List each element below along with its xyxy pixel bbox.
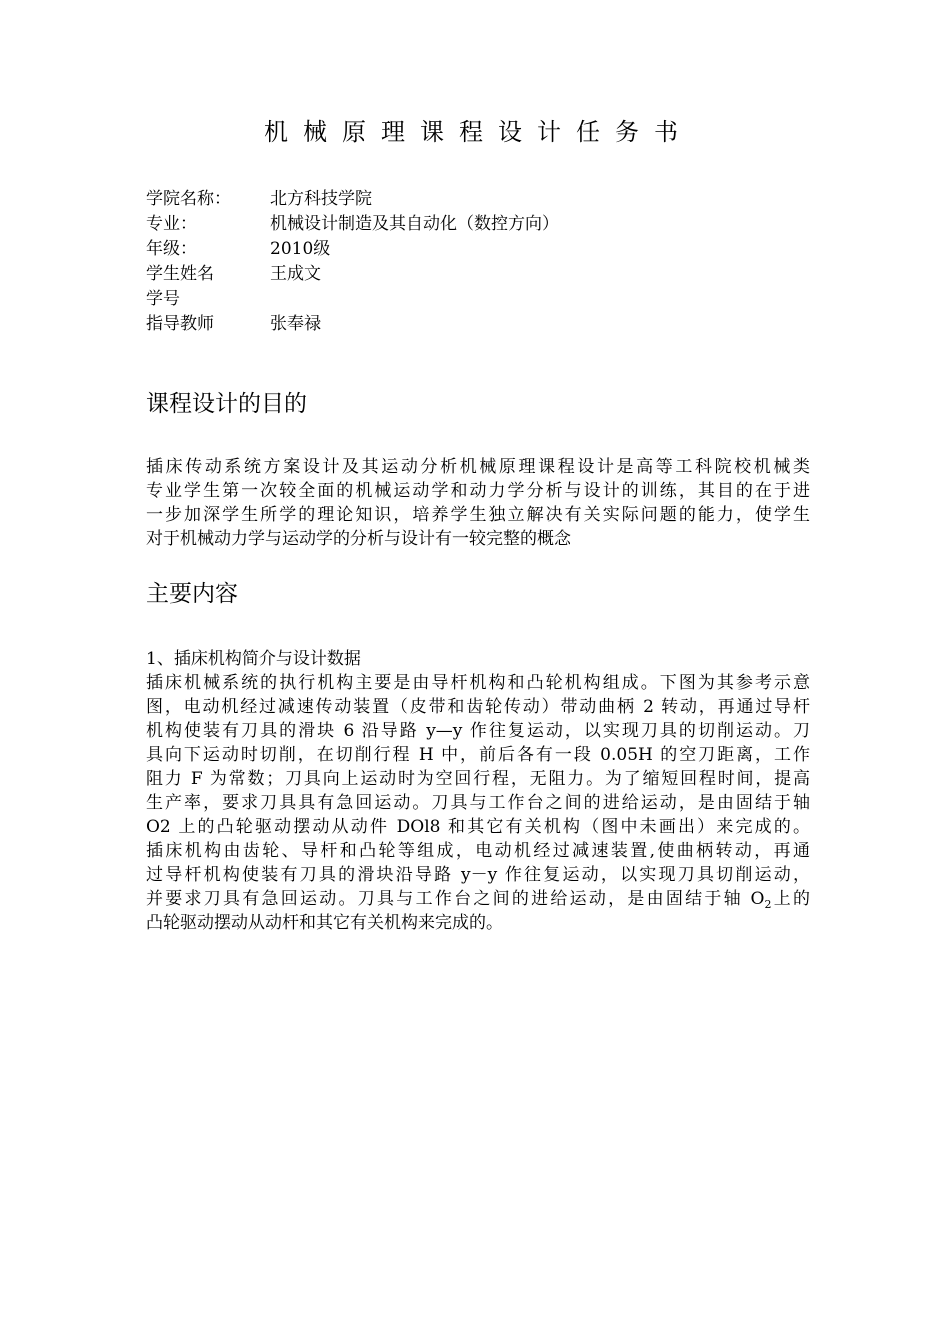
- info-value: 机械设计制造及其自动化（数控方向）: [270, 214, 559, 234]
- student-info-table: [146, 187, 559, 337]
- paragraph-line: 阻力 F 为常数；刀具向上运动时为空回行程，无阻力。为了缩短回程时间，提高: [146, 769, 810, 789]
- paragraph-line: 机构使装有刀具的滑块 6 沿导路 y—y 作往复运动，以实现刀具的切削运动。刀: [146, 721, 810, 741]
- paragraph-line: 图，电动机经过减速传动装置（皮带和齿轮传动）带动曲柄 2 转动，再通过导杆: [146, 697, 810, 717]
- info-label: 专业：: [146, 214, 197, 234]
- info-value: 王成文: [270, 264, 321, 284]
- info-label: 年级：: [146, 239, 197, 259]
- paragraph-line: 具向下运动时切削，在切削行程 H 中，前后各有一段 0.05H 的空刀距离，工作: [146, 745, 810, 765]
- section-heading-content: 主要内容: [146, 581, 238, 607]
- info-value: 张奉禄: [270, 314, 321, 334]
- document-title: 机械原理课程设计任务书: [264, 118, 693, 146]
- info-label: 指导教师: [146, 314, 214, 334]
- line-text: 上的: [771, 889, 811, 909]
- paragraph-line: 生产率，要求刀具具有急回运动。刀具与工作台之间的进给运动，是由固结于轴: [146, 793, 810, 813]
- purpose-paragraph: [146, 455, 810, 551]
- paragraph-line: 专业学生第一次较全面的机械运动学和动力学分析与设计的训练，其目的在于进: [146, 481, 810, 501]
- paragraph-line: O2 上的凸轮驱动摆动从动件 DOl8 和其它有关机构（图中未画出）来完成的。: [146, 817, 810, 837]
- info-row-student-id: [146, 287, 559, 312]
- info-value: 2010级: [270, 239, 331, 259]
- info-row-grade: [146, 237, 559, 262]
- paragraph-line: 插床机构由齿轮、导杆和凸轮等组成，电动机经过减速装置,使曲柄转动，再通: [146, 841, 810, 861]
- info-row-student-name: [146, 262, 559, 287]
- info-label: 学号: [146, 289, 180, 309]
- info-value: 北方科技学院: [270, 189, 372, 209]
- section-heading-purpose: 课程设计的目的: [146, 391, 307, 417]
- paragraph-line: 插床传动系统方案设计及其运动分析机械原理课程设计是高等工科院校机械类: [146, 457, 810, 477]
- content-paragraph: [146, 671, 810, 935]
- subscript: 2: [764, 898, 772, 911]
- paragraph-line: 一步加深学生所学的理论知识，培养学生独立解决有关实际问题的能力，使学生: [146, 505, 810, 525]
- info-row-major: [146, 212, 559, 237]
- info-row-college: [146, 187, 559, 212]
- paragraph-line-with-subscript: [146, 887, 810, 911]
- paragraph-line: 过导杆机构使装有刀具的滑块沿导路 y－y 作往复运动，以实现刀具切削运动，: [146, 865, 810, 885]
- paragraph-line: 凸轮驱动摆动从动杆和其它有关机构来完成的。: [146, 913, 503, 933]
- content-subheading: 1、插床机构简介与设计数据: [146, 649, 361, 669]
- line-text: 并要求刀具有急回运动。刀具与工作台之间的进给运动，是由固结于轴 O: [146, 889, 765, 909]
- info-label: 学生姓名: [146, 264, 214, 284]
- paragraph-line: 对于机械动力学与运动学的分析与设计有一较完整的概念: [146, 529, 571, 549]
- paragraph-line: 插床机械系统的执行机构主要是由导杆机构和凸轮机构组成。下图为其参考示意: [146, 673, 810, 693]
- info-label: 学院名称：: [146, 189, 231, 209]
- info-row-advisor: [146, 312, 559, 337]
